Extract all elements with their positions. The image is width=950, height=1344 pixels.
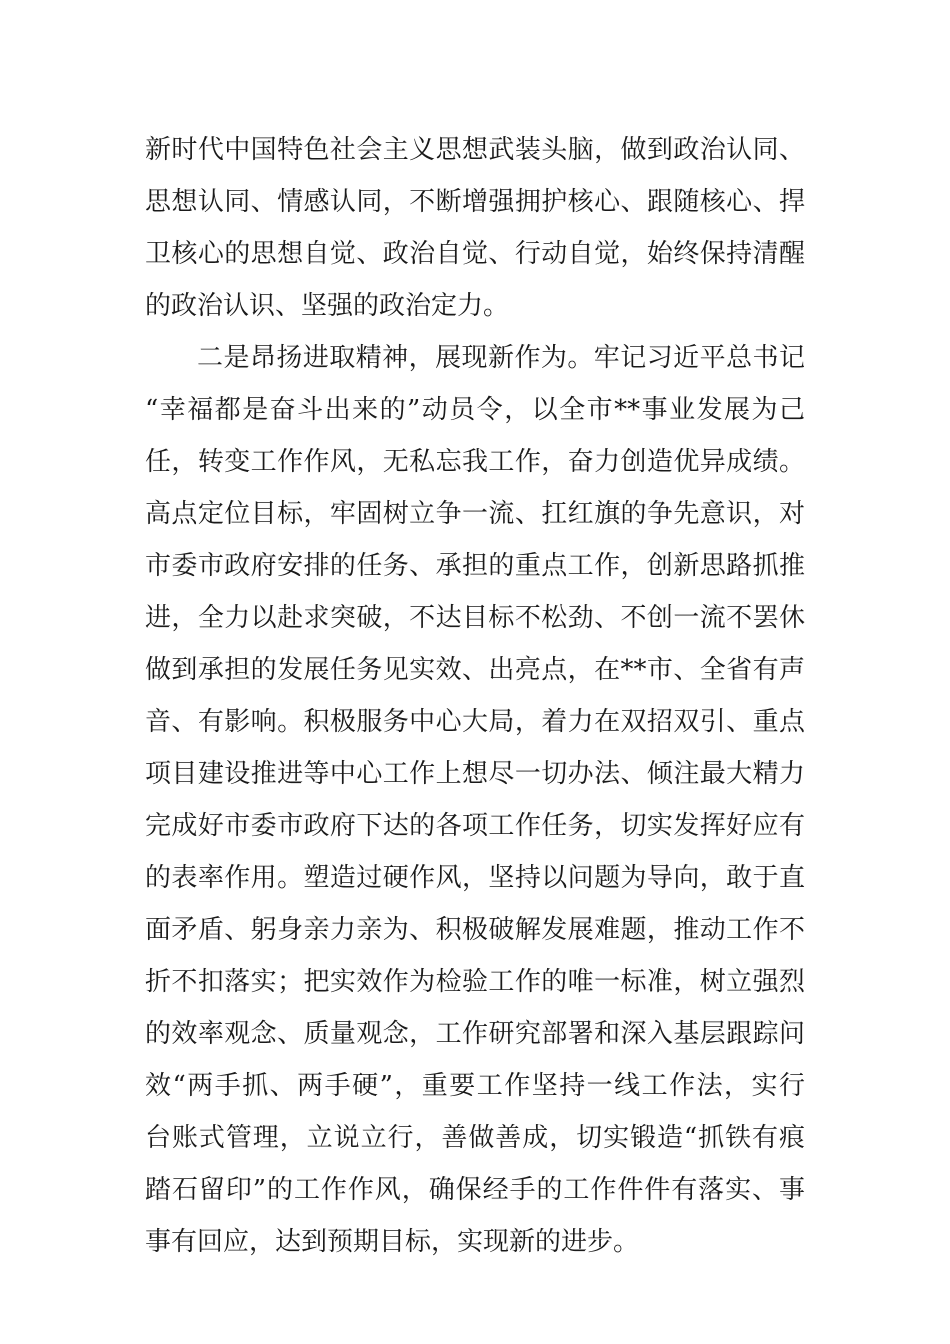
paragraph-line-12: 音、有影响。积极服务中心大局，着力在双招双引、重点 xyxy=(145,707,805,737)
paragraph-line-1: 新时代中国特色社会主义思想武装头脑，做到政治认同、 xyxy=(145,135,805,165)
paragraph-line-13: 项目建设推进等中心工作上想尽一切办法、倾注最大精力 xyxy=(145,759,805,789)
paragraph-line-5: 二是昂扬进取精神，展现新作为。牢记习近平总书记 xyxy=(197,343,805,373)
paragraph-line-19: 效“两手抓、两手硬”，重要工作坚持一线工作法，实行 xyxy=(145,1071,805,1101)
paragraph-line-4: 的政治认识、坚强的政治定力。 xyxy=(145,291,510,321)
paragraph-line-7: 任，转变工作作风，无私忘我工作，奋力创造优异成绩。 xyxy=(145,447,805,477)
paragraph-line-6: “幸福都是奋斗出来的”动员令，以全市**事业发展为己 xyxy=(145,395,805,425)
paragraph-line-2: 思想认同、情感认同，不断增强拥护核心、跟随核心、捍 xyxy=(145,187,805,217)
paragraph-line-22: 事有回应，达到预期目标，实现新的进步。 xyxy=(145,1227,640,1257)
paragraph-line-16: 面矛盾、躬身亲力亲为、积极破解发展难题，推动工作不 xyxy=(145,915,805,945)
paragraph-line-15: 的表率作用。塑造过硬作风，坚持以问题为导向，敢于直 xyxy=(145,863,805,893)
paragraph-line-8: 高点定位目标，牢固树立争一流、扛红旗的争先意识，对 xyxy=(145,499,805,529)
paragraph-line-14: 完成好市委市政府下达的各项工作任务，切实发挥好应有 xyxy=(145,811,805,841)
paragraph-line-3: 卫核心的思想自觉、政治自觉、行动自觉，始终保持清醒 xyxy=(145,239,805,269)
paragraph-line-18: 的效率观念、质量观念，工作研究部署和深入基层跟踪问 xyxy=(145,1019,805,1049)
paragraph-line-21: 踏石留印”的工作作风，确保经手的工作件件有落实、事 xyxy=(145,1175,805,1205)
paragraph-line-10: 进，全力以赴求突破，不达目标不松劲、不创一流不罢休 xyxy=(145,603,805,633)
paragraph-line-11: 做到承担的发展任务见实效、出亮点，在**市、全省有声 xyxy=(145,655,805,685)
paragraph-line-9: 市委市政府安排的任务、承担的重点工作，创新思路抓推 xyxy=(145,551,805,581)
paragraph-line-17: 折不扣落实；把实效作为检验工作的唯一标准，树立强烈 xyxy=(145,967,805,997)
paragraph-line-20: 台账式管理，立说立行，善做善成，切实锻造“抓铁有痕 xyxy=(145,1123,805,1153)
